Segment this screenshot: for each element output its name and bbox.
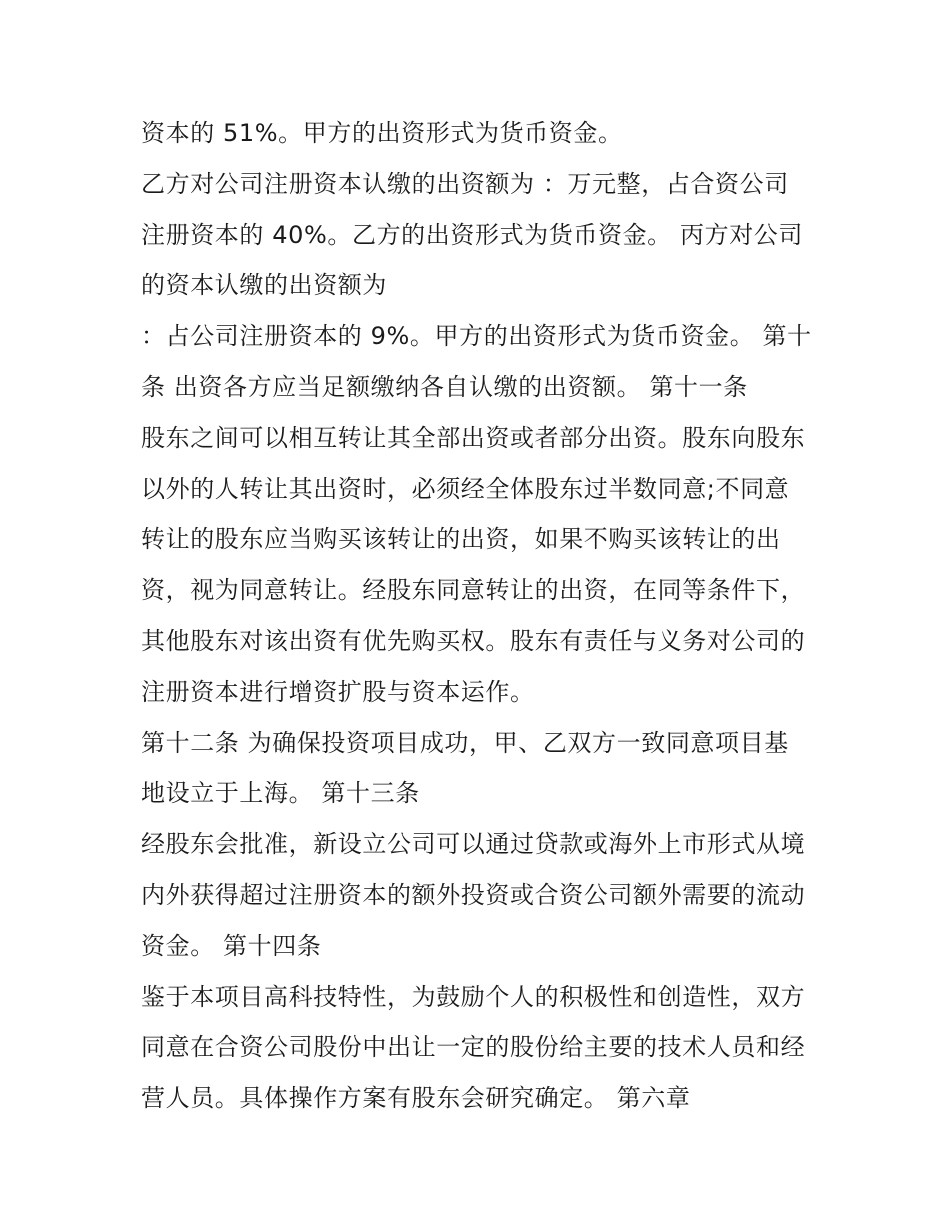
text-line-18: 鉴于本项目高科技特性，为鼓励个人的积极性和创造性，双方	[141, 982, 806, 1011]
text-line-3: 注册资本的 40%。乙方的出资形式为货币资金。 丙方对公司	[141, 220, 803, 249]
text-line-12: 注册资本进行增资扩股与资本运作。	[141, 677, 535, 706]
text-line-14: 地设立于上海。 第十三条	[141, 779, 420, 808]
body-text	[141, 108, 821, 1124]
text-line-15: 经股东会批准，新设立公司可以通过贷款或海外上市形式从境	[141, 830, 806, 859]
text-line-8: 以外的人转让其出资时，必须经全体股东过半数同意;不同意	[141, 474, 790, 503]
text-line-19: 同意在合资公司股份中出让一定的股份给主要的技术人员和经	[141, 1033, 806, 1062]
text-line-4: 的资本认缴的出资额为	[141, 271, 387, 300]
text-line-2: 乙方对公司注册资本认缴的出资额为 ：万元整，占合资公司	[141, 169, 789, 198]
text-line-16: 内外获得超过注册资本的额外投资或合资公司额外需要的流动	[141, 880, 806, 909]
text-line-10: 资，视为同意转让。经股东同意转让的出资，在同等条件下，	[141, 576, 806, 605]
text-line-6: 条 出资各方应当足额缴纳各自认缴的出资额。 第十一条	[141, 372, 748, 401]
text-line-5: ：占公司注册资本的 9%。甲方的出资形式为货币资金。 第十	[141, 322, 812, 351]
text-line-13: 第十二条 为确保投资项目成功，甲、乙双方一致同意项目基	[141, 728, 789, 757]
text-line-9: 转让的股东应当购买该转让的出资，如果不购买该转让的出	[141, 525, 781, 554]
text-line-17: 资金。 第十四条	[141, 931, 322, 960]
text-line-1: 资本的 51%。甲方的出资形式为货币资金。	[141, 119, 623, 147]
text-line-11: 其他股东对该出资有优先购买权。股东有责任与义务对公司的	[141, 626, 806, 655]
text-line-7: 股东之间可以相互转让其全部出资或者部分出资。股东向股东	[141, 423, 806, 452]
text-line-20: 营人员。具体操作方案有股东会研究确定。 第六章	[141, 1084, 691, 1113]
